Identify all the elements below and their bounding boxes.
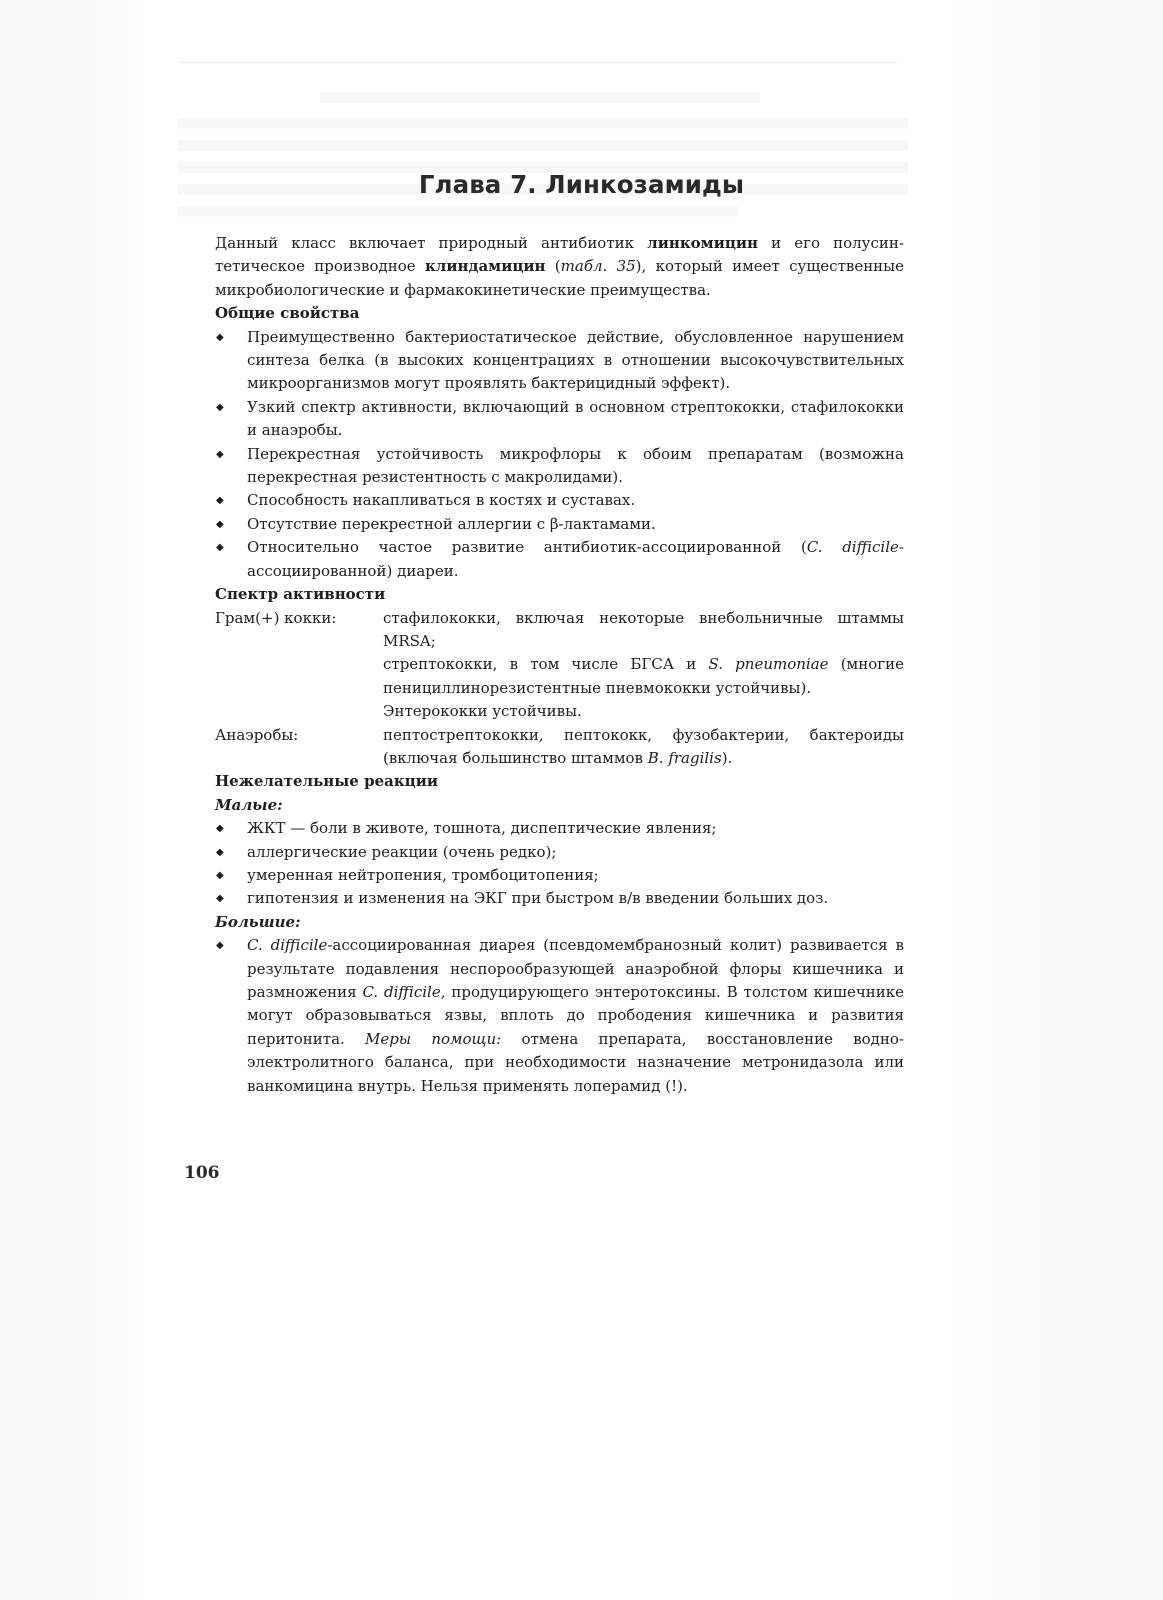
table-reference: табл. 35 xyxy=(560,257,636,276)
list-item: ◆ Перекрестная устойчивость микрофлоры к обоим препаратам (возможна перекрестная резистентность с макролидами). xyxy=(216,444,904,487)
show-through xyxy=(178,206,738,217)
organism-name: B. fragilis xyxy=(647,748,722,767)
bullet-icon: ◆ xyxy=(216,542,224,554)
list-item: ◆ Преимущественно бактериостатическое действие, обусловленное нарушением синтеза белка (в высоких концентрациях в отношении высокочувствительных микроорганизмов могут проявлять бактерицидный эффект). xyxy=(216,327,904,393)
section-heading-spectrum: Спектр активности xyxy=(215,585,386,604)
show-through-rule xyxy=(180,62,897,63)
organism-name: C. difficile xyxy=(362,983,441,1001)
list-item: ◆ Узкий спектр активности, включающий в основном стрептококки, стафилококки и анаэробы. xyxy=(216,397,904,440)
measures-label: Меры помощи: xyxy=(365,1029,502,1048)
bullet-icon: ◆ xyxy=(216,823,224,835)
show-through xyxy=(178,140,908,151)
organism-name: C. difficile xyxy=(806,538,899,557)
page-number: 106 xyxy=(184,1163,220,1183)
major-reactions-list xyxy=(215,934,904,1098)
bullet-icon: ◆ xyxy=(216,331,224,343)
list-item: ◆ Отсутствие перекрестной аллергии с β-лактамами. xyxy=(215,513,904,536)
list-item: ◆ Относительно частое развитие антибиотик-ассоциированной (C. difficile-ассоциированной) диареи. xyxy=(216,538,904,580)
section-heading-adverse: Нежелательные реакции xyxy=(215,772,438,791)
bullet-icon: ◆ xyxy=(216,448,224,460)
bullet-icon: ◆ xyxy=(216,869,224,881)
bullet-icon: ◆ xyxy=(216,893,224,905)
bullet-icon: ◆ xyxy=(216,495,224,507)
minor-reactions-list xyxy=(215,817,904,911)
show-through xyxy=(178,118,908,129)
intro-text: ( xyxy=(545,257,561,276)
drug-name: клиндамицин xyxy=(424,257,546,276)
drug-name: линкомицин xyxy=(647,234,758,252)
intro-text: и его полусинтетическое производное xyxy=(215,234,904,276)
bullet-icon: ◆ xyxy=(216,940,224,952)
bullet-icon: ◆ xyxy=(216,401,224,413)
spectrum-row-gram-positive xyxy=(215,607,904,724)
list-item: ◆ аллергические реакции (очень редко); xyxy=(215,841,904,864)
subheading-minor: Малые: xyxy=(215,795,283,814)
intro-text: Данный класс включает природный антибиотик xyxy=(215,234,648,252)
intro-paragraph xyxy=(215,232,904,302)
spectrum-row-anaerobes xyxy=(215,724,904,771)
list-item: ◆ Способность накапливаться в костях и суставах. xyxy=(215,489,904,512)
spectrum-value: пептострептококки, пептококк, фузобактерии, бактероиды (включая большинство штаммов B. fragilis). xyxy=(383,725,904,767)
spectrum-label: Грам(+) кокки: xyxy=(215,608,337,627)
show-through xyxy=(320,92,760,103)
bullet-icon: ◆ xyxy=(216,518,224,530)
subheading-major: Большие: xyxy=(215,912,301,931)
organism-name: S. pneumoniae xyxy=(708,655,829,674)
body-text xyxy=(215,232,904,1098)
list-item: ◆ C. difficile-ассоциированная диарея (псевдомембранозный колит) развивается в результате подавления неспорообразующей анаэробной флоры кишечника и размножения C. difficile, продуцирующего энтеротоксины. В толстом кишечнике могут образовываться язвы, вплоть до прободения кишечника и развития перитонита. Меры помощи: отмена препарата, восстановление водно-электролитного баланса, при необходимости назначение метронидазола или ванкомицина внутрь. Нельзя применять лоперамид (!). xyxy=(216,936,905,1095)
list-item: ◆ ЖКТ — боли в животе, тошнота, диспептические явления; xyxy=(215,817,904,840)
organism-name: C. difficile xyxy=(247,936,328,955)
spectrum-label: Анаэробы: xyxy=(215,725,299,744)
chapter-title: Глава 7. Линкозамиды xyxy=(418,170,745,199)
list-item: ◆ умеренная нейтропения, тромбоцитопения; xyxy=(215,864,904,887)
section-heading-general: Общие свойства xyxy=(215,304,360,323)
spectrum-value: стафилококки, включая некоторые внебольничные штаммы MRSA; стрептококки, в том числе БГСА и S. pneumoniae (многие пенициллинорезистентные пневмококки устойчивы). Энтерококки устойчивы. xyxy=(383,608,904,721)
list-item: ◆ гипотензия и изменения на ЭКГ при быстром в/в введении больших доз. xyxy=(215,887,904,910)
intro-text: ), который имеет существенные микробиологические и фармакокинетические преимущества. xyxy=(215,257,905,299)
bullet-icon: ◆ xyxy=(216,846,224,858)
general-properties-list xyxy=(215,326,904,583)
